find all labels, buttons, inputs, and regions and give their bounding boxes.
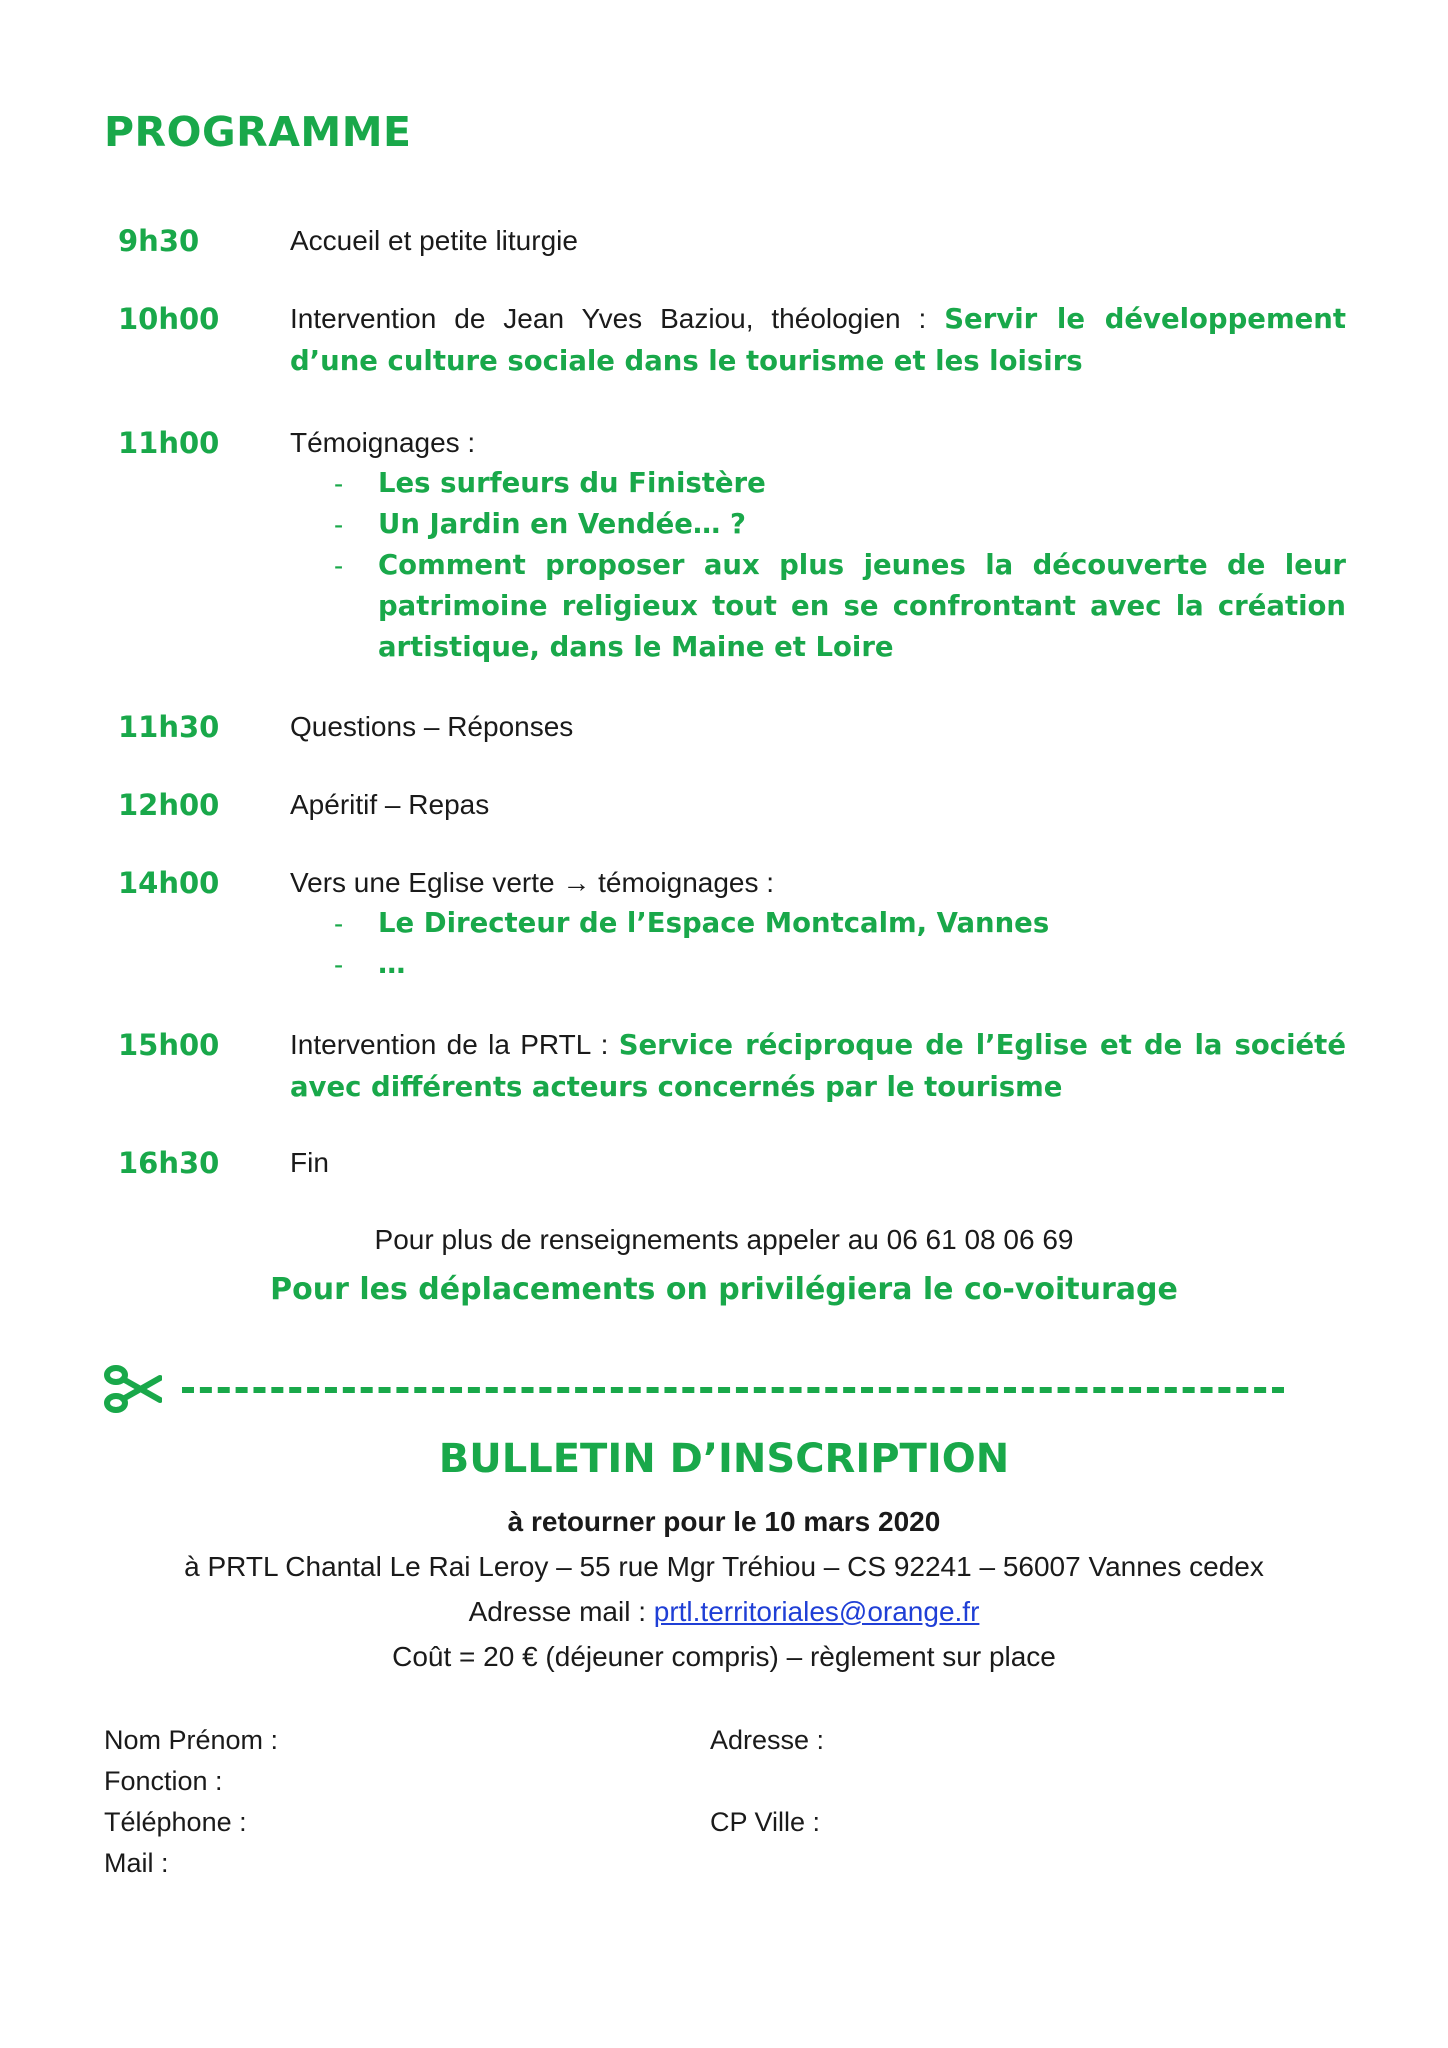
list-item-text: Le Directeur de l’Espace Montcalm, Vannes: [378, 907, 1050, 939]
schedule-text: [290, 422, 1346, 668]
schedule-time: 10h00: [118, 302, 220, 336]
list-item: - Comment proposer aux plus jeunes la découverte de leur patrimoine religieux tout en se confrontant avec la création artistique, dans le Maine et Loire: [334, 549, 1346, 663]
schedule-label-start: Vers une Eglise verte: [290, 867, 555, 898]
schedule-time: 12h00: [118, 788, 220, 822]
schedule-label: Questions – Réponses: [290, 711, 574, 742]
email-link[interactable]: prtl.territoriales@orange.fr: [653, 1596, 980, 1627]
schedule-time: 15h00: [118, 1028, 220, 1062]
talk-title: Service réciproque de l’Eglise et de la société avec différents acteurs concernés par le tourisme: [290, 1029, 1346, 1103]
list-item-text: Un Jardin en Vendée… ?: [378, 508, 746, 540]
arrow-right-icon: →: [562, 867, 591, 898]
schedule-text: [290, 220, 1346, 261]
list-item-text: Comment proposer aux plus jeunes la découverte de leur patrimoine religieux tout en se confrontant avec la création artistique, dans le Maine et Loire: [378, 549, 1346, 663]
schedule-text: [290, 706, 1346, 747]
form-field-nom: Nom Prénom :: [104, 1725, 279, 1755]
talk-title: Servir le développement d’une culture sociale dans le tourisme et les loisirs: [290, 303, 1346, 377]
form-field-fonction: Fonction :: [104, 1766, 223, 1796]
testimony-list: [290, 463, 1346, 668]
schedule-label: Fin: [290, 1147, 329, 1178]
testimony-list: [290, 903, 1346, 985]
list-item-text: Les surfeurs du Finistère: [378, 467, 766, 499]
list-item-text: …: [378, 948, 406, 980]
form-field-telephone: Téléphone :: [104, 1807, 247, 1837]
form-field-mail: Mail :: [104, 1848, 169, 1878]
bulletin-title: BULLETIN D’INSCRIPTION: [438, 1436, 1010, 1482]
mail-label: Adresse mail :: [468, 1596, 654, 1627]
schedule-text: [290, 298, 1346, 382]
schedule-label: Intervention de la PRTL :: [290, 1029, 619, 1060]
info-phone: Pour plus de renseignements appeler au 06 61 08 06 69: [374, 1224, 1074, 1255]
bulletin-address: à PRTL Chantal Le Rai Leroy – 55 rue Mgr Tréhiou – CS 92241 – 56007 Vannes cedex: [184, 1551, 1264, 1582]
schedule-time: 14h00: [118, 866, 220, 900]
bulletin-deadline: à retourner pour le 10 mars 2020: [507, 1506, 941, 1537]
schedule-time: 9h30: [118, 224, 200, 258]
bulletin-mail-line: [0, 1596, 1448, 1628]
schedule-time: 11h00: [118, 426, 220, 460]
cut-line: [104, 1364, 1284, 1414]
dashed-separator: [182, 1387, 1284, 1393]
bulletin-cost: Coût = 20 € (déjeuner compris) – règlement sur place: [392, 1641, 1056, 1672]
schedule-label: Intervention de Jean Yves Baziou, théologien :: [290, 303, 945, 334]
list-item: - Les surfeurs du Finistère: [334, 467, 766, 499]
schedule-time: 16h30: [118, 1146, 220, 1180]
schedule-label-end: témoignages :: [598, 867, 775, 898]
schedule-label: Témoignages :: [290, 427, 476, 458]
form-field-cp-ville: CP Ville :: [710, 1807, 821, 1837]
list-item: - …: [334, 948, 406, 980]
schedule-text: [290, 1024, 1346, 1108]
schedule-label: Apéritif – Repas: [290, 789, 490, 820]
schedule-text: [290, 1142, 1346, 1183]
page-title: PROGRAMME: [104, 108, 412, 156]
form-field-adresse: Adresse :: [710, 1725, 825, 1755]
schedule-time: 11h30: [118, 710, 220, 744]
schedule-label: Accueil et petite liturgie: [290, 225, 578, 256]
carpool-note: Pour les déplacements on privilégiera le co-voiturage: [270, 1272, 1178, 1307]
list-item: - Le Directeur de l’Espace Montcalm, Vannes: [334, 907, 1050, 939]
schedule-label: [290, 862, 1346, 903]
schedule-text: [290, 862, 1346, 985]
schedule-text: [290, 784, 1346, 825]
scissors-icon: [104, 1364, 162, 1414]
list-item: - Un Jardin en Vendée… ?: [334, 508, 746, 540]
